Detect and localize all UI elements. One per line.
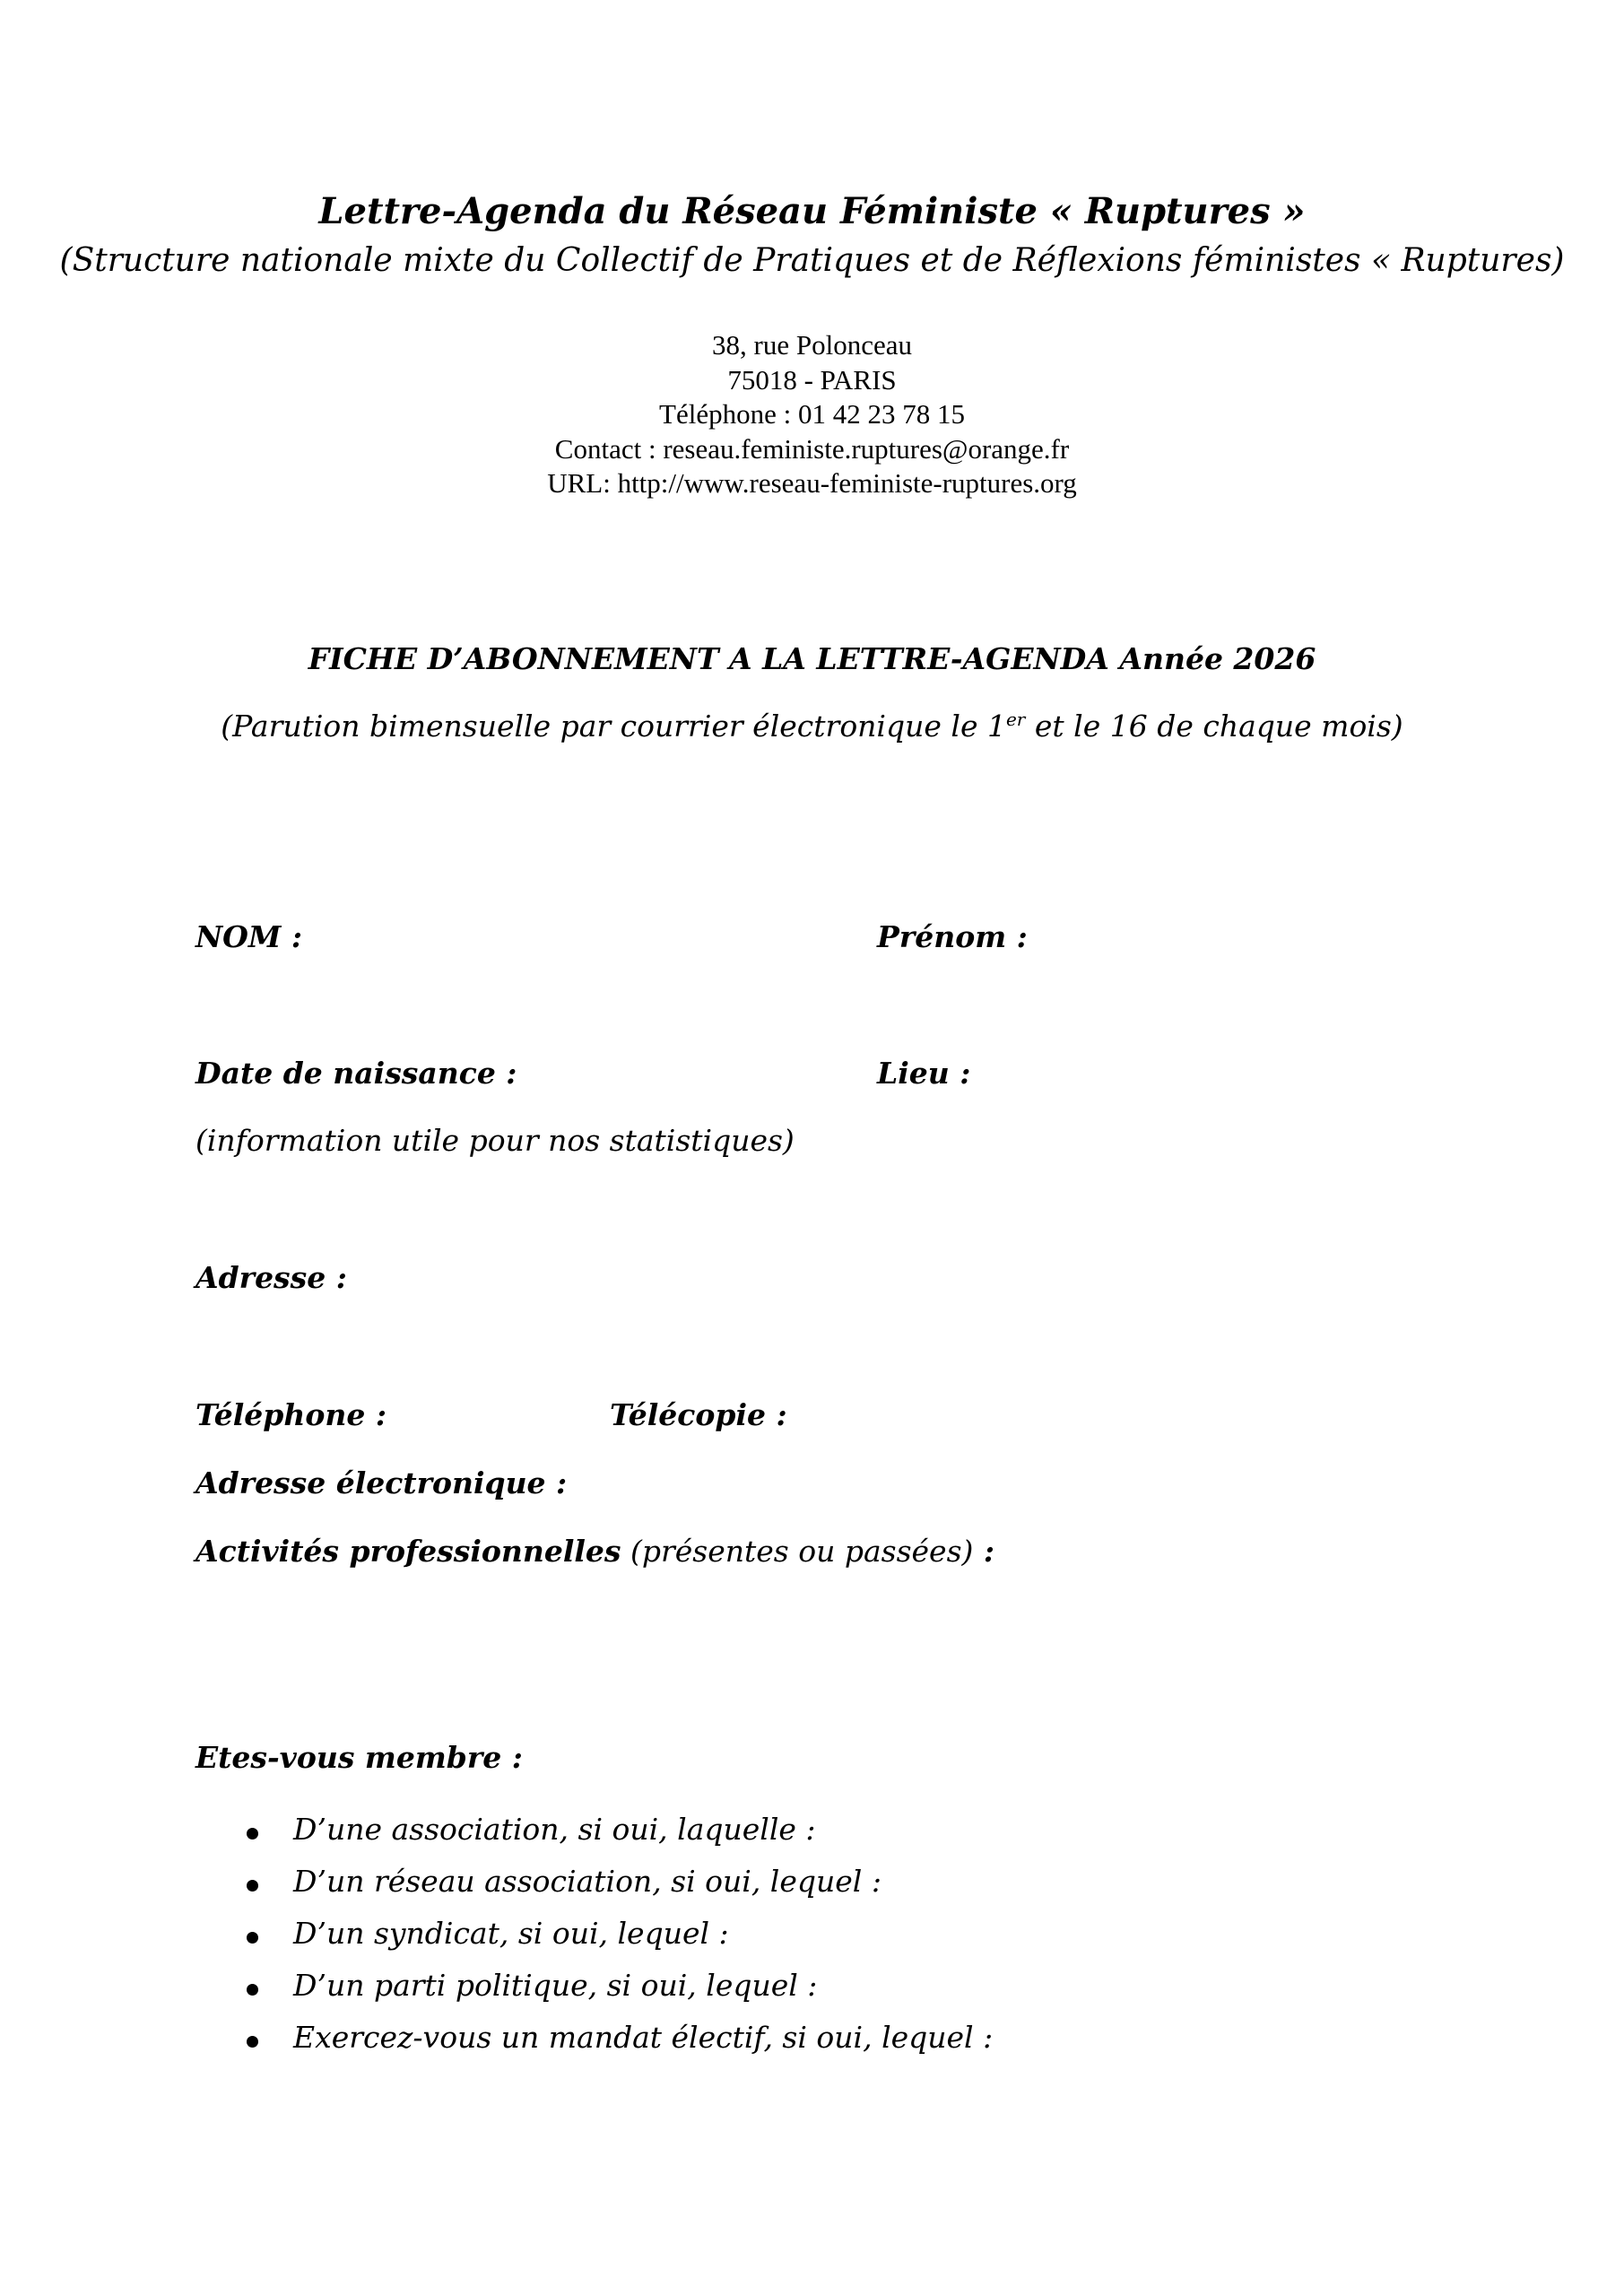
list-item-text: D’un syndicat, si oui, lequel : — [293, 1916, 729, 1951]
telecopie-label: Télécopie : — [610, 1397, 787, 1432]
bullet-icon — [247, 1932, 258, 1944]
address-city: 75018 - PARIS — [727, 363, 897, 396]
telephone-label: Téléphone : — [195, 1397, 387, 1432]
bullet-icon — [247, 1984, 258, 1996]
form-title: FICHE D’ABONNEMENT A LA LETTRE-AGENDA Année 2026 — [308, 641, 1316, 676]
list-item-text: Exercez-vous un mandat électif, si oui, lequel : — [293, 2020, 994, 2055]
activites-colon: : — [973, 1534, 995, 1569]
activites-label-text: Activités professionnelles — [195, 1534, 621, 1569]
bullet-icon — [247, 1828, 258, 1839]
bullet-icon — [247, 2036, 258, 2048]
prenom-label: Prénom : — [877, 919, 1028, 954]
lieu-label: Lieu : — [877, 1056, 971, 1091]
adresse-label: Adresse : — [195, 1260, 347, 1295]
stats-note: (information utile pour nos statistiques) — [195, 1123, 795, 1158]
bullet-icon — [247, 1880, 258, 1892]
address-url: URL: http://www.reseau-feministe-ruptures.org — [547, 467, 1077, 499]
membership-heading: Etes-vous membre : — [195, 1740, 523, 1775]
address-street: 38, rue Polonceau — [712, 329, 912, 361]
form-subtitle-superscript: er — [1005, 709, 1026, 730]
date-naissance-label: Date de naissance : — [195, 1056, 517, 1091]
header-title: Lettre-Agenda du Réseau Féministe « Ruptures » — [318, 190, 1306, 232]
list-item-text: D’un réseau association, si oui, lequel : — [293, 1864, 881, 1899]
email-label: Adresse électronique : — [195, 1465, 568, 1500]
header-subtitle: (Structure nationale mixte du Collectif de Pratiques et de Réflexions féministes « Ruptures) — [59, 242, 1565, 279]
nom-label: NOM : — [195, 919, 303, 954]
address-block — [0, 328, 1624, 501]
form-subtitle-text: (Parution bimensuelle par courrier électronique le 1 — [221, 709, 1006, 744]
activites-note: (présentes ou passées) — [621, 1534, 974, 1569]
address-contact: Contact : reseau.feministe.ruptures@orange.fr — [554, 432, 1070, 465]
form-subtitle-text-end: et le 16 de chaque mois) — [1025, 709, 1403, 744]
form-subtitle — [0, 709, 1624, 744]
list-item-text: D’un parti politique, si oui, lequel : — [293, 1968, 818, 2003]
list-item-text: D’une association, si oui, laquelle : — [293, 1812, 816, 1847]
activites-label — [195, 1534, 994, 1569]
address-phone: Téléphone : 01 42 23 78 15 — [659, 398, 965, 430]
